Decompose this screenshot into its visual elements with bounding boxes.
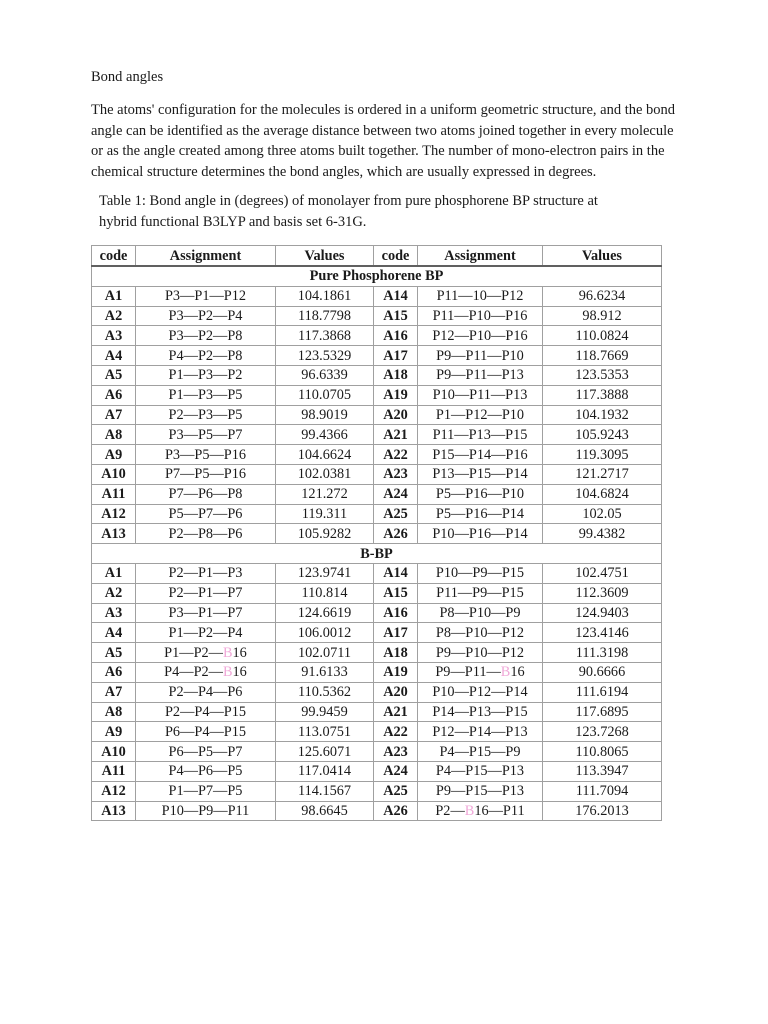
assignment-cell: P8—P10—P9: [418, 603, 543, 623]
table-row: [92, 623, 662, 643]
header-assignment: Assignment: [136, 246, 276, 267]
code-cell: A19: [374, 662, 418, 682]
code-cell: A12: [92, 781, 136, 801]
value-cell: 91.6133: [276, 662, 374, 682]
assignment-cell: P1—P3—P2: [136, 365, 276, 385]
table-row: [92, 563, 662, 583]
code-cell: A11: [92, 761, 136, 781]
section-row: [92, 544, 662, 564]
table-row: [92, 286, 662, 306]
value-cell: 113.3947: [543, 761, 662, 781]
header-assignment: Assignment: [418, 246, 543, 267]
code-cell: A17: [374, 623, 418, 643]
value-cell: 104.6624: [276, 445, 374, 465]
code-cell: A21: [374, 425, 418, 445]
value-cell: 110.0824: [543, 326, 662, 346]
value-cell: 123.5353: [543, 365, 662, 385]
code-cell: A1: [92, 563, 136, 583]
assignment-cell: P8—P10—P12: [418, 623, 543, 643]
assignment-cell: P1—P7—P5: [136, 781, 276, 801]
value-cell: 104.1932: [543, 405, 662, 425]
value-cell: 104.6824: [543, 484, 662, 504]
value-cell: 114.1567: [276, 781, 374, 801]
value-cell: 117.6895: [543, 702, 662, 722]
value-cell: 105.9282: [276, 524, 374, 544]
value-cell: 118.7798: [276, 306, 374, 326]
bond-angle-table: [91, 245, 662, 821]
assignment-cell: P6—P4—P15: [136, 722, 276, 742]
code-cell: A24: [374, 761, 418, 781]
code-cell: A14: [374, 563, 418, 583]
code-cell: A10: [92, 742, 136, 762]
code-cell: A25: [374, 504, 418, 524]
assignment-cell: P5—P16—P10: [418, 484, 543, 504]
code-cell: A8: [92, 702, 136, 722]
value-cell: 90.6666: [543, 662, 662, 682]
table-row: [92, 464, 662, 484]
assignment-cell: P10—P16—P14: [418, 524, 543, 544]
table-row: [92, 484, 662, 504]
code-cell: A16: [374, 326, 418, 346]
table-row: [92, 781, 662, 801]
table-row: [92, 742, 662, 762]
table-row: [92, 385, 662, 405]
table-row: [92, 445, 662, 465]
assignment-cell: P4—P2—B16: [136, 662, 276, 682]
value-cell: 121.272: [276, 484, 374, 504]
assignment-cell: P13—P15—P14: [418, 464, 543, 484]
value-cell: 98.912: [543, 306, 662, 326]
value-cell: 125.6071: [276, 742, 374, 762]
value-cell: 105.9243: [543, 425, 662, 445]
boron-label: B: [222, 664, 233, 681]
code-cell: A20: [374, 405, 418, 425]
value-cell: 124.6619: [276, 603, 374, 623]
assignment-cell: P2—P3—P5: [136, 405, 276, 425]
assignment-cell: P5—P7—P6: [136, 504, 276, 524]
table-row: [92, 761, 662, 781]
assignment-cell: P4—P15—P9: [418, 742, 543, 762]
table-row: [92, 346, 662, 366]
table-row: [92, 801, 662, 821]
code-cell: A18: [374, 643, 418, 663]
code-cell: A19: [374, 385, 418, 405]
value-cell: 110.8065: [543, 742, 662, 762]
code-cell: A9: [92, 445, 136, 465]
body-paragraph: The atoms' configuration for the molecules is ordered in a uniform geometric structure, and the bond angle can be identified as the average distance between two atoms joined together in every molecule or as the angle created among three atoms built together. The number of mono-electron pairs in the chemical structure determines the bond angles, which are usually expressed in degrees.: [91, 102, 676, 180]
assignment-cell: P9—P11—P13: [418, 365, 543, 385]
table-row: [92, 722, 662, 742]
value-cell: 117.0414: [276, 761, 374, 781]
value-cell: 112.3609: [543, 583, 662, 603]
code-cell: A9: [92, 722, 136, 742]
assignment-cell: P3—P2—P8: [136, 326, 276, 346]
value-cell: 99.4382: [543, 524, 662, 544]
assignment-cell: P1—P12—P10: [418, 405, 543, 425]
code-cell: A3: [92, 326, 136, 346]
assignment-cell: P12—P10—P16: [418, 326, 543, 346]
assignment-cell: P9—P15—P13: [418, 781, 543, 801]
code-cell: A6: [92, 662, 136, 682]
code-cell: A11: [92, 484, 136, 504]
value-cell: 124.9403: [543, 603, 662, 623]
value-cell: 119.3095: [543, 445, 662, 465]
value-cell: 111.6194: [543, 682, 662, 702]
assignment-cell: P11—P9—P15: [418, 583, 543, 603]
code-cell: A6: [92, 385, 136, 405]
code-cell: A26: [374, 524, 418, 544]
assignment-cell: P12—P14—P13: [418, 722, 543, 742]
assignment-cell: P10—P12—P14: [418, 682, 543, 702]
value-cell: 102.0381: [276, 464, 374, 484]
boron-label: B: [464, 802, 475, 819]
value-cell: 102.0711: [276, 643, 374, 663]
assignment-cell: P9—P11—B16: [418, 662, 543, 682]
assignment-cell: P15—P14—P16: [418, 445, 543, 465]
assignment-cell: P3—P2—P4: [136, 306, 276, 326]
value-cell: 110.814: [276, 583, 374, 603]
assignment-cell: P10—P9—P11: [136, 801, 276, 821]
value-cell: 118.7669: [543, 346, 662, 366]
code-cell: A7: [92, 405, 136, 425]
table-row: [92, 405, 662, 425]
assignment-cell: P4—P6—P5: [136, 761, 276, 781]
assignment-cell: P3—P5—P16: [136, 445, 276, 465]
assignment-cell: P7—P5—P16: [136, 464, 276, 484]
assignment-cell: P2—P4—P15: [136, 702, 276, 722]
assignment-cell: P11—10—P12: [418, 286, 543, 306]
assignment-cell: P10—P9—P15: [418, 563, 543, 583]
table-row: [92, 603, 662, 623]
assignment-cell: P7—P6—P8: [136, 484, 276, 504]
value-cell: 102.4751: [543, 563, 662, 583]
value-cell: 123.7268: [543, 722, 662, 742]
code-cell: A4: [92, 623, 136, 643]
section-heading: Bond angles: [91, 69, 164, 85]
table-body: [92, 266, 662, 821]
code-cell: A4: [92, 346, 136, 366]
code-cell: A1: [92, 286, 136, 306]
value-cell: 123.9741: [276, 563, 374, 583]
assignment-cell: P5—P16—P14: [418, 504, 543, 524]
assignment-cell: P10—P11—P13: [418, 385, 543, 405]
value-cell: 96.6339: [276, 365, 374, 385]
value-cell: 96.6234: [543, 286, 662, 306]
assignment-cell: P2—P8—P6: [136, 524, 276, 544]
assignment-cell: P2—B16—P11: [418, 801, 543, 821]
table-row: [92, 306, 662, 326]
assignment-cell: P11—P10—P16: [418, 306, 543, 326]
code-cell: A15: [374, 306, 418, 326]
table-row: [92, 702, 662, 722]
assignment-cell: P2—P1—P7: [136, 583, 276, 603]
section-row: [92, 266, 662, 286]
assignment-cell: P4—P15—P13: [418, 761, 543, 781]
code-cell: A3: [92, 603, 136, 623]
boron-label: B: [500, 664, 511, 681]
value-cell: 113.0751: [276, 722, 374, 742]
code-cell: A14: [374, 286, 418, 306]
value-cell: 104.1861: [276, 286, 374, 306]
code-cell: A23: [374, 742, 418, 762]
table-row: [92, 326, 662, 346]
value-cell: 98.6645: [276, 801, 374, 821]
assignment-cell: P9—P10—P12: [418, 643, 543, 663]
code-cell: A22: [374, 445, 418, 465]
code-cell: A15: [374, 583, 418, 603]
value-cell: 106.0012: [276, 623, 374, 643]
code-cell: A12: [92, 504, 136, 524]
boron-label: B: [222, 644, 233, 661]
code-cell: A24: [374, 484, 418, 504]
assignment-cell: P4—P2—P8: [136, 346, 276, 366]
header-values: Values: [276, 246, 374, 267]
table-row: [92, 524, 662, 544]
code-cell: A26: [374, 801, 418, 821]
header-values: Values: [543, 246, 662, 267]
assignment-cell: P3—P5—P7: [136, 425, 276, 445]
value-cell: 98.9019: [276, 405, 374, 425]
table-row: [92, 365, 662, 385]
value-cell: 176.2013: [543, 801, 662, 821]
assignment-cell: P14—P13—P15: [418, 702, 543, 722]
code-cell: A13: [92, 524, 136, 544]
table-row: [92, 682, 662, 702]
assignment-cell: P3—P1—P12: [136, 286, 276, 306]
value-cell: 99.4366: [276, 425, 374, 445]
assignment-cell: P3—P1—P7: [136, 603, 276, 623]
assignment-cell: P2—P4—P6: [136, 682, 276, 702]
value-cell: 123.4146: [543, 623, 662, 643]
section-title: Pure Phosphorene BP: [92, 266, 662, 286]
header-code: code: [374, 246, 418, 267]
code-cell: A10: [92, 464, 136, 484]
code-cell: A23: [374, 464, 418, 484]
section-title: B-BP: [92, 544, 662, 564]
value-cell: 110.5362: [276, 682, 374, 702]
code-cell: A7: [92, 682, 136, 702]
table-header: [92, 246, 662, 267]
table-row: [92, 425, 662, 445]
code-cell: A16: [374, 603, 418, 623]
code-cell: A2: [92, 583, 136, 603]
table-row: [92, 583, 662, 603]
assignment-cell: P6—P5—P7: [136, 742, 276, 762]
value-cell: 123.5329: [276, 346, 374, 366]
assignment-cell: P1—P3—P5: [136, 385, 276, 405]
code-cell: A25: [374, 781, 418, 801]
code-cell: A5: [92, 365, 136, 385]
table-row: [92, 643, 662, 663]
table-row: [92, 662, 662, 682]
assignment-cell: P2—P1—P3: [136, 563, 276, 583]
value-cell: 102.05: [543, 504, 662, 524]
code-cell: A13: [92, 801, 136, 821]
value-cell: 111.7094: [543, 781, 662, 801]
value-cell: 117.3868: [276, 326, 374, 346]
code-cell: A22: [374, 722, 418, 742]
table-caption: Table 1: Bond angle in (degrees) of monolayer from pure phosphorene BP structure at hybrid functional B3LYP and basis set 6-31G.: [99, 193, 598, 230]
header-code: code: [92, 246, 136, 267]
value-cell: 121.2717: [543, 464, 662, 484]
code-cell: A18: [374, 365, 418, 385]
value-cell: 110.0705: [276, 385, 374, 405]
table-row: [92, 504, 662, 524]
value-cell: 111.3198: [543, 643, 662, 663]
value-cell: 119.311: [276, 504, 374, 524]
code-cell: A8: [92, 425, 136, 445]
value-cell: 99.9459: [276, 702, 374, 722]
value-cell: 117.3888: [543, 385, 662, 405]
code-cell: A20: [374, 682, 418, 702]
assignment-cell: P9—P11—P10: [418, 346, 543, 366]
assignment-cell: P1—P2—P4: [136, 623, 276, 643]
code-cell: A17: [374, 346, 418, 366]
assignment-cell: P11—P13—P15: [418, 425, 543, 445]
assignment-cell: P1—P2—B16: [136, 643, 276, 663]
code-cell: A21: [374, 702, 418, 722]
code-cell: A2: [92, 306, 136, 326]
code-cell: A5: [92, 643, 136, 663]
